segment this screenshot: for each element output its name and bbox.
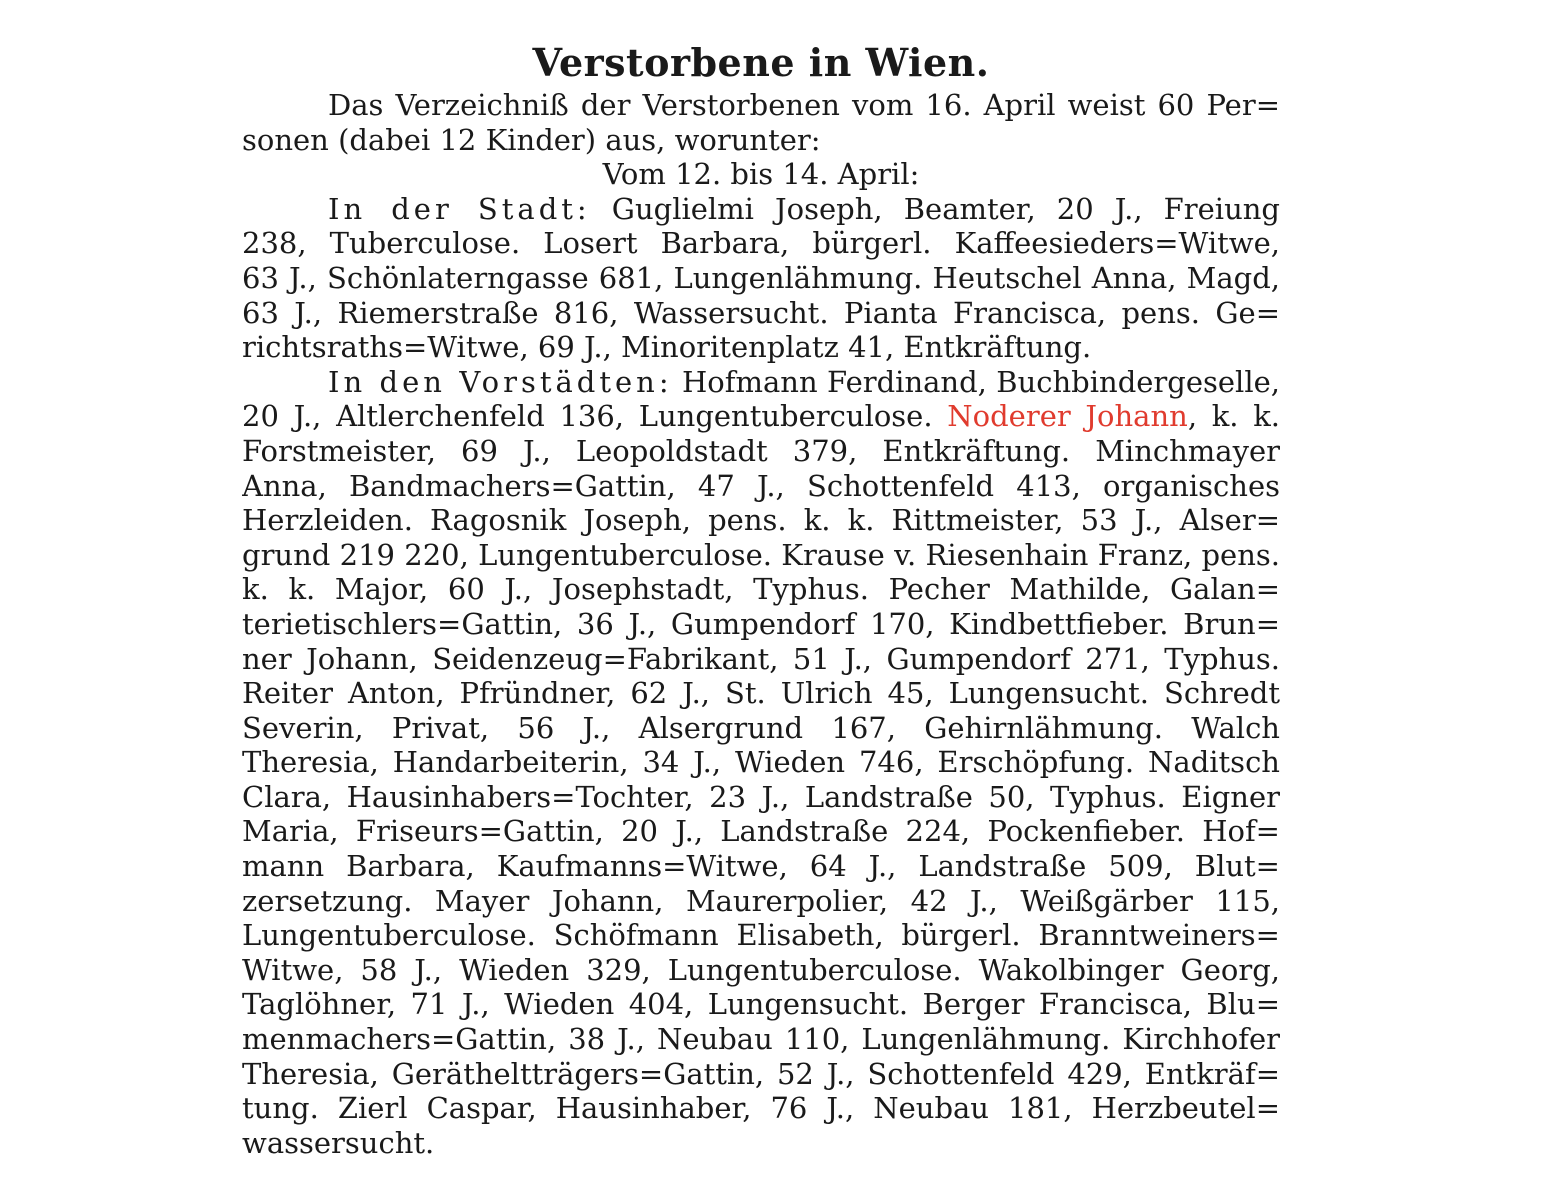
line-text: Vom 12. bis 14. April:: [602, 157, 920, 192]
article-line: [242, 503, 1280, 538]
article-line: [242, 261, 1280, 296]
newspaper-clipping: [242, 38, 1280, 1168]
line-text: sonen (dabei 12 Kinder) aus, worunter:: [242, 122, 821, 157]
article-line: [242, 226, 1280, 261]
line-text: 20 J., Altlerchenfeld 136, Lungentuberculose.: [242, 399, 948, 434]
article-line: [242, 469, 1280, 504]
line-text: wassersucht.: [242, 1125, 435, 1160]
article-line: [242, 123, 1280, 158]
article-line: [242, 607, 1280, 642]
line-text: ner Johann, Seidenzeug=Fabrikant, 51 J., Gumpendorf 271, Typhus.: [242, 641, 1280, 676]
section-heading: In der Stadt:: [328, 191, 591, 226]
article-line: [242, 745, 1280, 780]
line-text: menmachers=Gattin, 38 J., Neubau 110, Lungenlähmung. Kirchhofer: [242, 1022, 1280, 1057]
article-line: [242, 1057, 1280, 1092]
article-line: [242, 987, 1280, 1022]
article-line: [242, 192, 1280, 227]
section-heading: In den Vorstädten:: [328, 364, 673, 399]
article-line: [242, 884, 1280, 919]
line-text: Witwe, 58 J., Wieden 329, Lungentuberculose. Wakolbinger Georg,: [242, 952, 1280, 987]
line-text: Das Verzeichniß der Verstorbenen vom 16. April weist 60 Per=: [328, 88, 1280, 122]
article-line: [242, 953, 1280, 988]
line-text: richtsraths=Witwe, 69 J., Minoritenplatz 41, Entkräftung.: [242, 330, 1092, 365]
article-line: [242, 330, 1280, 365]
article-line: [242, 572, 1280, 607]
line-text: Maria, Friseurs=Gattin, 20 J., Landstraße 224, Pockenfieber. Hof=: [242, 814, 1280, 849]
article-line: [242, 1091, 1280, 1126]
article-line: [242, 676, 1280, 711]
article-line: [242, 780, 1280, 815]
line-text: Hofmann Ferdinand, Buchbindergeselle,: [672, 364, 1280, 399]
article-body: [242, 88, 1280, 1160]
line-text: 63 J., Schönlaterngasse 681, Lungenlähmung. Heutschel Anna, Magd,: [242, 260, 1280, 295]
line-text: Theresia, Gerätheltträgers=Gattin, 52 J., Schottenfeld 429, Entkräf=: [242, 1056, 1280, 1091]
line-text: Theresia, Handarbeiterin, 34 J., Wieden 746, Erschöpfung. Naditsch: [242, 745, 1280, 780]
line-text: Clara, Hausinhabers=Tochter, 23 J., Landstraße 50, Typhus. Eigner: [242, 779, 1280, 814]
line-text: zersetzung. Mayer Johann, Maurerpolier, 42 J., Weißgärber 115,: [242, 883, 1280, 918]
line-text: , k. k.: [1187, 399, 1280, 434]
article-line: [242, 157, 1280, 192]
article-line: [242, 918, 1280, 953]
line-text: 63 J., Riemerstraße 816, Wassersucht. Pianta Francisca, pens. Ge=: [242, 295, 1280, 330]
line-text: Forstmeister, 69 J., Leopoldstadt 379, Entkräftung. Minchmayer: [242, 433, 1280, 468]
line-text: Severin, Privat, 56 J., Alsergrund 167, Gehirnlähmung. Walch: [242, 710, 1280, 745]
line-text: 238, Tuberculose. Losert Barbara, bürgerl. Kaffeesieders=Witwe,: [242, 226, 1280, 261]
article-line: [242, 399, 1280, 434]
article-line: [242, 434, 1280, 469]
line-text: Herzleiden. Ragosnik Joseph, pens. k. k. Rittmeister, 53 J., Alser=: [242, 503, 1280, 538]
line-text: Reiter Anton, Pfründner, 62 J., St. Ulrich 45, Lungensucht. Schredt: [242, 676, 1280, 711]
line-text: Lungentuberculose. Schöfmann Elisabeth, bürgerl. Branntweiners=: [242, 918, 1280, 953]
line-text: Anna, Bandmachers=Gattin, 47 J., Schottenfeld 413, organisches: [242, 468, 1280, 503]
article-line: [242, 365, 1280, 400]
article-line: [242, 1126, 1280, 1161]
article-title: Verstorbene in Wien.: [532, 40, 990, 85]
line-text: terietischlers=Gattin, 36 J., Gumpendorf 170, Kindbettfieber. Brun=: [242, 606, 1280, 641]
article-line: [242, 642, 1280, 677]
article-line: [242, 296, 1280, 331]
highlighted-name: Noderer Johann: [947, 399, 1188, 434]
article-line: [242, 88, 1280, 123]
article-line: [242, 814, 1280, 849]
line-text: grund 219 220, Lungentuberculose. Krause v. Riesenhain Franz, pens.: [242, 537, 1280, 572]
line-text: k. k. Major, 60 J., Josephstadt, Typhus. Pecher Mathilde, Galan=: [242, 572, 1280, 607]
article-line: [242, 1022, 1280, 1057]
line-text: tung. Zierl Caspar, Hausinhaber, 76 J., Neubau 181, Herzbeutel=: [242, 1091, 1280, 1126]
line-text: mann Barbara, Kaufmanns=Witwe, 64 J., Landstraße 509, Blut=: [242, 849, 1280, 884]
article-line: [242, 849, 1280, 884]
line-text: Guglielmi Joseph, Beamter, 20 J., Freiung: [590, 191, 1280, 226]
article-line: [242, 711, 1280, 746]
line-text: Taglöhner, 71 J., Wieden 404, Lungensucht. Berger Francisca, Blu=: [242, 987, 1280, 1022]
article-line: [242, 538, 1280, 573]
